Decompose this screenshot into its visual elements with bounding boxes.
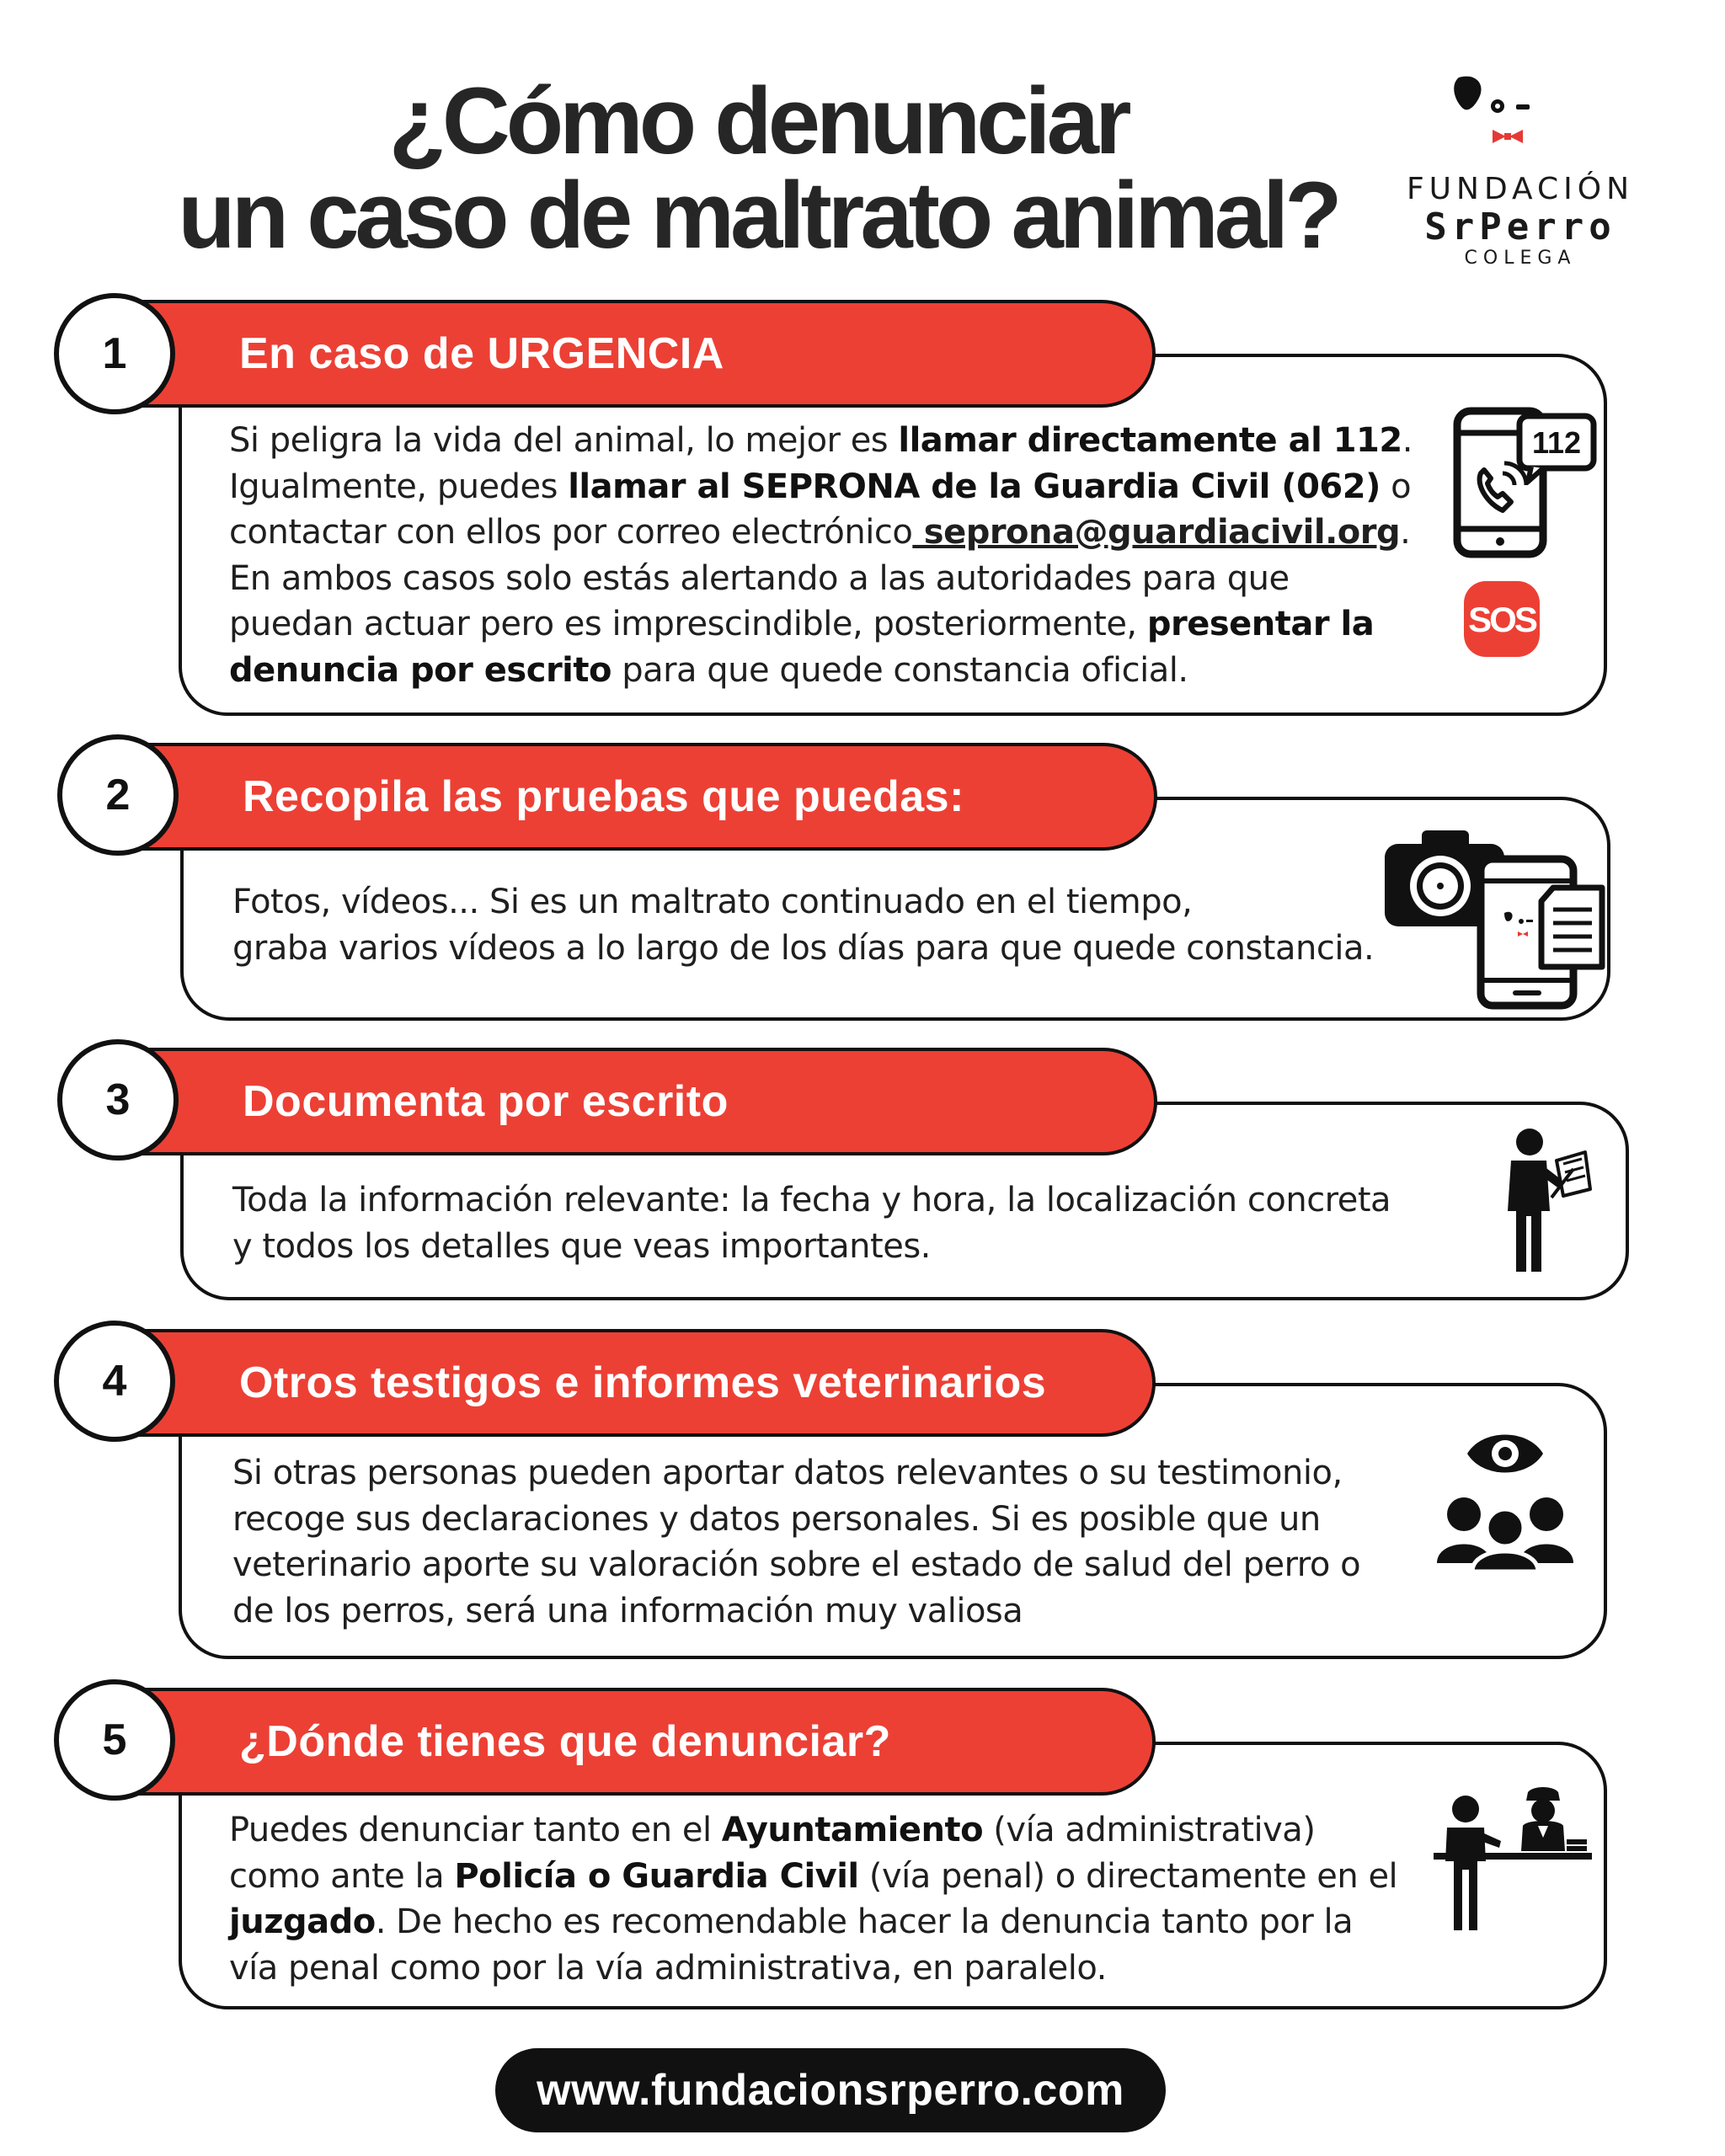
- phone-document-icon: [1476, 854, 1607, 1011]
- step-4-heading: Otros testigos e informes veterinarios: [239, 1358, 1047, 1407]
- text-line: [229, 1945, 1397, 1992]
- text-run: Puedes denunciar tanto en el: [229, 1811, 722, 1849]
- text-line: [232, 1177, 1391, 1224]
- text-run: Si otras personas pueden aportar datos relevantes o su testimonio,: [232, 1454, 1343, 1492]
- text-run: Fotos, vídeos... Si es un maltrato continuado en el tiempo,: [232, 883, 1193, 921]
- title-line-1: ¿Cómo denunciar: [388, 68, 1128, 173]
- sos-text: SOS: [1468, 600, 1535, 639]
- text-run: recoge sus declaraciones y datos personales. Si es posible que un: [232, 1499, 1321, 1539]
- text-line: [229, 648, 1413, 694]
- step-3-text: [232, 1177, 1391, 1269]
- step-2-number: 2: [57, 734, 179, 856]
- email-link[interactable]: seprona@guardiacivil.org: [912, 513, 1401, 552]
- text-line: [229, 556, 1413, 602]
- text-run: o: [1380, 467, 1412, 506]
- website-link[interactable]: www.fundacionsrperro.com: [495, 2048, 1166, 2132]
- bold-text: Policía o Guardia Civil: [454, 1856, 859, 1896]
- step-4-number: 4: [54, 1321, 175, 1442]
- text-run: .: [1402, 421, 1413, 460]
- logo-text-colega: COLEGA: [1464, 248, 1577, 269]
- bold-text: presentar la: [1146, 605, 1375, 643]
- text-run: .: [1400, 513, 1411, 552]
- text-run: En ambos casos solo estás alertando a las autoridades para que: [229, 558, 1290, 598]
- text-line: [229, 1899, 1397, 1945]
- step-3-number: 3: [57, 1039, 179, 1161]
- text-run: Si peligra la vida del animal, lo mejor es: [229, 421, 899, 460]
- title-line-2: un caso de maltrato animal?: [178, 163, 1338, 268]
- text-run: . De hecho es recomendable hacer la denuncia tanto por la: [375, 1903, 1354, 1941]
- text-run: para que quede constancia oficial.: [611, 650, 1188, 690]
- text-run: veterinario aporte su valoración sobre el estado de salud del perro o: [232, 1545, 1361, 1584]
- text-run: como ante la: [229, 1856, 455, 1896]
- bold-text: llamar directamente al 112: [898, 421, 1402, 460]
- logo-text-srperro: SrPerro: [1424, 205, 1616, 248]
- eye-witnesses-icon: [1434, 1422, 1577, 1573]
- text-line: [232, 1588, 1360, 1635]
- step-1-number: 1: [54, 293, 175, 414]
- step-4-text: [232, 1450, 1360, 1634]
- text-run: (vía penal) o directamente en el: [858, 1856, 1398, 1896]
- step-5-heading: ¿Dónde tienes que denunciar?: [239, 1717, 891, 1766]
- text-line: [232, 1224, 1391, 1270]
- text-run: (vía administrativa): [983, 1811, 1316, 1849]
- bold-text: denuncia por escrito: [229, 650, 611, 690]
- text-line: [229, 510, 1413, 556]
- bold-text: juzgado: [229, 1903, 376, 1941]
- step-3-heading: Documenta por escrito: [243, 1077, 729, 1126]
- step-1-heading: En caso de URGENCIA: [239, 329, 724, 378]
- text-line: [232, 1450, 1360, 1497]
- text-line: [229, 418, 1413, 464]
- text-line: [232, 1497, 1360, 1543]
- text-run: graba varios vídeos a lo largo de los días para que quede constancia.: [232, 928, 1375, 968]
- text-run: y todos los detalles que veas importantes.: [232, 1226, 931, 1266]
- logo-text-fundacion: FUNDACIÓN: [1406, 172, 1635, 206]
- text-line: [229, 1807, 1397, 1854]
- phone-call-112-icon: [1450, 404, 1599, 561]
- text-line: [229, 601, 1413, 648]
- text-line: [229, 464, 1413, 510]
- text-line: [229, 1854, 1397, 1900]
- bold-text: Ayuntamiento: [721, 1811, 984, 1849]
- text-line: [232, 879, 1374, 926]
- logo: [1398, 69, 1642, 275]
- step-2-text: [232, 879, 1374, 971]
- step-5-text: [229, 1807, 1397, 1991]
- police-desk-icon: [1432, 1785, 1594, 1937]
- text-line: [232, 926, 1374, 972]
- phone-bubble-text: 112: [1531, 425, 1582, 460]
- step-1-text: [229, 418, 1413, 693]
- text-run: Igualmente, puedes: [229, 467, 569, 506]
- text-run: vía penal como por la vía administrativa, en paralelo.: [229, 1948, 1107, 1988]
- step-2-heading: Recopila las pruebas que puedas:: [243, 772, 964, 821]
- text-run: contactar con ellos por correo electrónico: [229, 513, 913, 552]
- text-run: de los perros, será una información muy valiosa: [232, 1591, 1023, 1630]
- text-run: puedan actuar pero es imprescindible, posteriormente,: [229, 605, 1147, 643]
- bold-text: llamar al SEPRONA de la Guardia Civil (062): [568, 467, 1381, 506]
- page-title: [118, 68, 1398, 268]
- step-5-number: 5: [54, 1679, 175, 1801]
- text-run: Toda la información relevante: la fecha y hora, la localización concreta: [232, 1181, 1391, 1219]
- dog-face-bowtie-icon: [1398, 69, 1642, 170]
- text-line: [232, 1542, 1360, 1588]
- person-writing-notes-icon: [1491, 1123, 1592, 1275]
- sos-icon: [1462, 579, 1541, 659]
